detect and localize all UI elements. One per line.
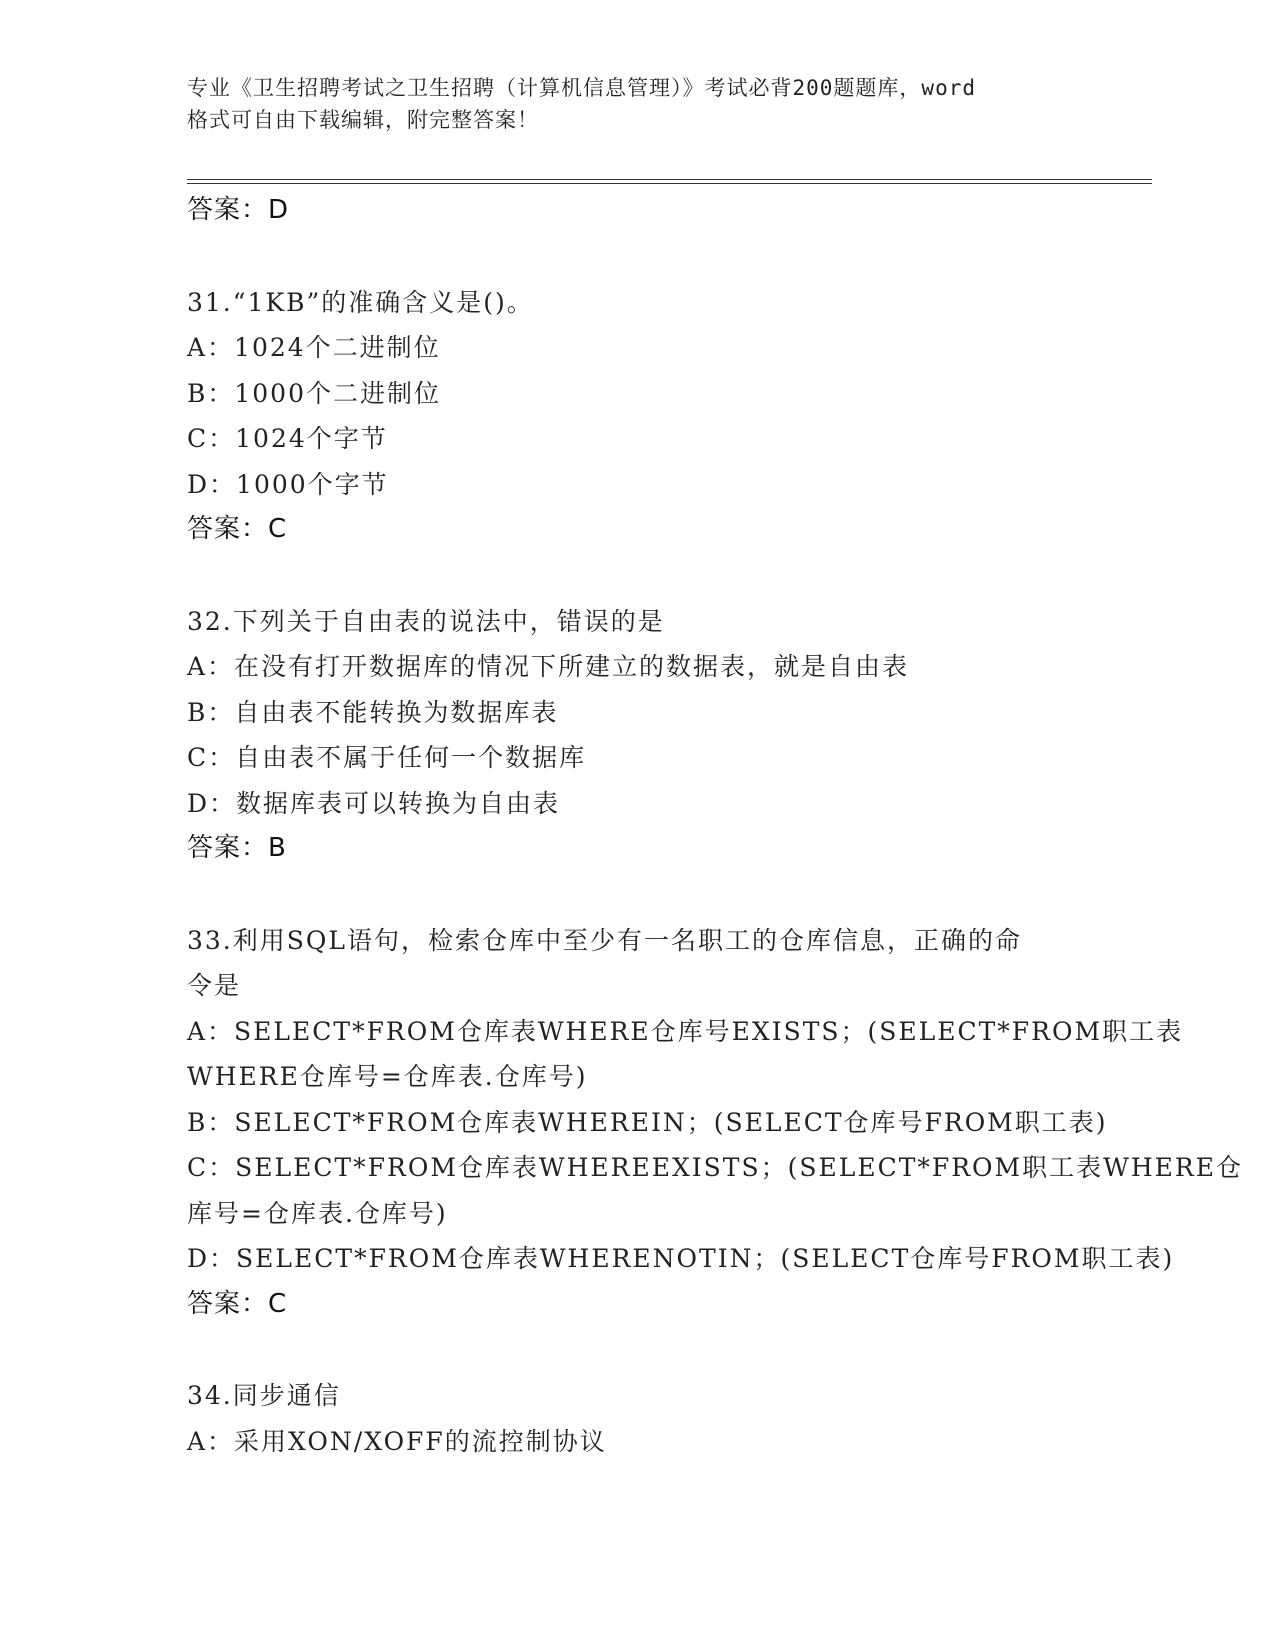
option-b: B：1000个二进制位 — [187, 378, 441, 408]
option-c: C：1024个字节 — [187, 424, 388, 453]
spacer — [187, 234, 1087, 280]
option-b: B：自由表不能转换为数据库表 — [187, 697, 559, 727]
option-a-line-2: WHERE仓库号=仓库表.仓库号) — [187, 1062, 588, 1091]
option-a-line-1: A：SELECT*FROM仓库表WHERE仓库号EXISTS；(SELECT*FROM职工表 — [187, 1016, 1184, 1046]
header-line-1: 专业《卫生招聘考试之卫生招聘（计算机信息管理）》考试必背200题题库，word — [187, 76, 976, 100]
answer: 答案：C — [187, 514, 288, 544]
option-d: D：1000个字节 — [187, 469, 389, 499]
spacer — [187, 872, 1087, 918]
document-body — [187, 188, 1243, 1464]
option-c-line-2: 库号=仓库表.仓库号) — [187, 1198, 448, 1228]
option-a: A：在没有打开数据库的情况下所建立的数据表，就是自由表 — [187, 652, 910, 681]
question-32 — [187, 599, 1087, 872]
option-b: B：SELECT*FROM仓库表WHEREIN；(SELECT仓库号FROM职工表) — [187, 1107, 1108, 1137]
answer-30: 答案：D — [187, 195, 290, 225]
question-stem-line-2: 令是 — [187, 971, 242, 1000]
document-header — [187, 72, 1087, 136]
question-34 — [187, 1373, 1087, 1464]
question-stem: 32.下列关于自由表的说法中，错误的是 — [187, 606, 665, 636]
header-rule-top — [187, 179, 1152, 180]
header-rule-bottom — [187, 183, 1152, 184]
option-d: D：SELECT*FROM仓库表WHERENOTIN；(SELECT仓库号FROM职工表) — [187, 1244, 1175, 1273]
question-stem: 31.“1KB”的准确含义是()。 — [187, 287, 534, 317]
option-c: C：自由表不属于任何一个数据库 — [187, 743, 587, 772]
option-a: A：1024个二进制位 — [187, 333, 441, 362]
option-c-line-1: C：SELECT*FROM仓库表WHEREEXISTS；(SELECT*FROM职工表WHERE仓 — [187, 1153, 1243, 1182]
spacer — [187, 1327, 1087, 1373]
header-line-2: 格式可自由下载编辑，附完整答案！ — [187, 108, 539, 132]
option-d: D：数据库表可以转换为自由表 — [187, 788, 561, 818]
answer: 答案：C — [187, 1288, 288, 1319]
answer: 答案：B — [187, 833, 287, 863]
question-31 — [187, 280, 1087, 553]
question-stem-line-1: 33.利用SQL语句，检索仓库中至少有一名职工的仓库信息，正确的命 — [187, 925, 1022, 955]
question-33 — [187, 918, 1243, 1328]
question-stem: 34.同步通信 — [187, 1381, 341, 1410]
option-a: A：采用XON/XOFF的流控制协议 — [187, 1426, 607, 1456]
spacer — [187, 553, 1087, 599]
